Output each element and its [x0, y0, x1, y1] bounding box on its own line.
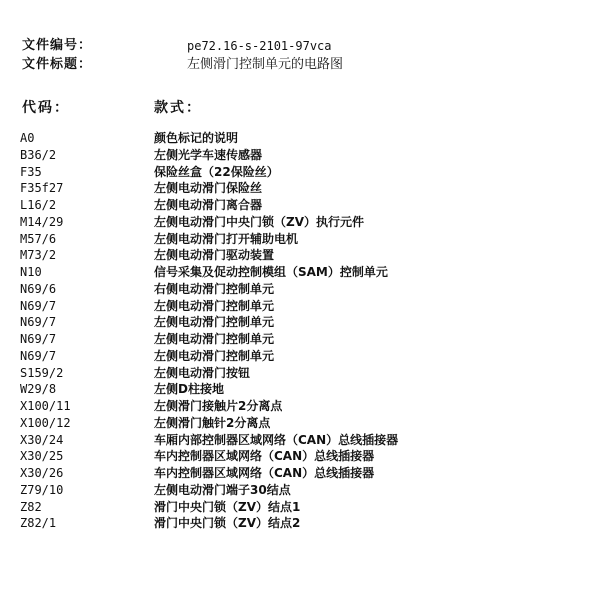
doc-title-value: 左侧滑门控制单元的电路图 — [187, 57, 344, 72]
list-item — [20, 164, 580, 181]
list-item — [20, 264, 580, 281]
list-item — [20, 180, 580, 197]
component-description: 信号采集及促动控制模组（SAM）控制单元 — [154, 265, 388, 279]
component-description: 左侧电动滑门按钮 — [154, 365, 251, 380]
component-code: X30/24 — [20, 432, 64, 447]
component-code: N10 — [20, 265, 42, 279]
component-code: N69/6 — [20, 281, 57, 296]
component-description: 滑门中央门锁（ZV）结点2 — [154, 516, 301, 531]
component-code: X100/11 — [20, 399, 71, 413]
list-item — [20, 499, 580, 516]
component-description: 左侧D柱接地 — [154, 382, 224, 397]
component-code: N69/7 — [20, 298, 57, 313]
component-description: 左侧滑门接触片2分离点 — [154, 399, 283, 413]
component-code: S159/2 — [20, 365, 64, 380]
component-description: 左侧光学车速传感器 — [154, 147, 263, 162]
list-item — [20, 314, 580, 331]
component-description: 左侧电动滑门端子30结点 — [154, 482, 291, 497]
component-description: 右侧电动滑门控制单元 — [154, 281, 275, 296]
component-description: 车内控制器区域网络（CAN）总线插接器 — [154, 466, 375, 480]
doc-title-row — [22, 57, 442, 73]
component-code: F35f27 — [20, 181, 64, 196]
component-code: N69/7 — [20, 332, 57, 346]
doc-title-label: 文件标题： — [22, 57, 93, 72]
component-code: X30/25 — [20, 449, 64, 464]
column-header-code: 代码： — [22, 100, 70, 116]
component-code: W29/8 — [20, 382, 57, 397]
list-item — [20, 247, 580, 264]
component-description: 左侧电动滑门控制单元 — [154, 332, 275, 346]
component-description: 滑门中央门锁（ZV）结点1 — [154, 499, 301, 514]
list-item — [20, 281, 580, 298]
component-description: 保险丝盒（22保险丝） — [154, 164, 279, 179]
doc-number-label: 文件编号： — [22, 38, 93, 53]
list-item — [20, 130, 580, 147]
component-code: N69/7 — [20, 348, 57, 363]
list-item — [20, 515, 580, 532]
component-code: M14/29 — [20, 214, 64, 229]
list-item — [20, 348, 580, 365]
doc-number-row — [22, 38, 442, 54]
component-code: Z82/1 — [20, 516, 57, 531]
component-description: 左侧电动滑门保险丝 — [154, 181, 263, 196]
component-description: 左侧电动滑门控制单元 — [154, 315, 275, 330]
component-code: N69/7 — [20, 315, 57, 330]
component-description: 左侧电动滑门打开辅助电机 — [154, 231, 299, 246]
list-item — [20, 415, 580, 432]
list-item — [20, 147, 580, 164]
component-description: 车内控制器区域网络（CAN）总线插接器 — [154, 449, 375, 464]
list-item — [20, 432, 580, 449]
component-code: F35 — [20, 164, 42, 179]
component-code: X100/12 — [20, 415, 71, 430]
list-item — [20, 231, 580, 248]
component-description: 左侧滑门触针2分离点 — [154, 415, 271, 430]
component-code: M73/2 — [20, 248, 57, 263]
list-item — [20, 482, 580, 499]
component-description: 颜色标记的说明 — [154, 131, 239, 145]
component-code: Z82 — [20, 499, 42, 514]
component-code: X30/26 — [20, 466, 64, 480]
list-item — [20, 448, 580, 465]
list-item — [20, 214, 580, 231]
component-code: M57/6 — [20, 231, 57, 246]
column-header-description: 款式： — [154, 100, 202, 116]
component-description: 左侧电动滑门离合器 — [154, 198, 263, 212]
table-header — [22, 99, 422, 117]
component-code: Z79/10 — [20, 482, 64, 497]
component-description: 左侧电动滑门驱动装置 — [154, 248, 275, 263]
component-code: B36/2 — [20, 147, 57, 162]
list-item — [20, 298, 580, 315]
component-code: A0 — [20, 131, 35, 145]
component-description: 左侧电动滑门中央门锁（ZV）执行元件 — [154, 214, 364, 229]
doc-number-value: pe72.16-s-2101-97vca — [187, 39, 332, 53]
component-code: L16/2 — [20, 198, 57, 212]
list-item — [20, 381, 580, 398]
component-description: 左侧电动滑门控制单元 — [154, 298, 275, 313]
list-item — [20, 365, 580, 382]
component-description: 左侧电动滑门控制单元 — [154, 348, 275, 363]
list-item — [20, 465, 580, 482]
list-item — [20, 398, 580, 415]
component-description: 车厢内部控制器区域网络（CAN）总线插接器 — [154, 432, 399, 447]
list-item — [20, 331, 580, 348]
component-list — [20, 130, 580, 532]
list-item — [20, 197, 580, 214]
